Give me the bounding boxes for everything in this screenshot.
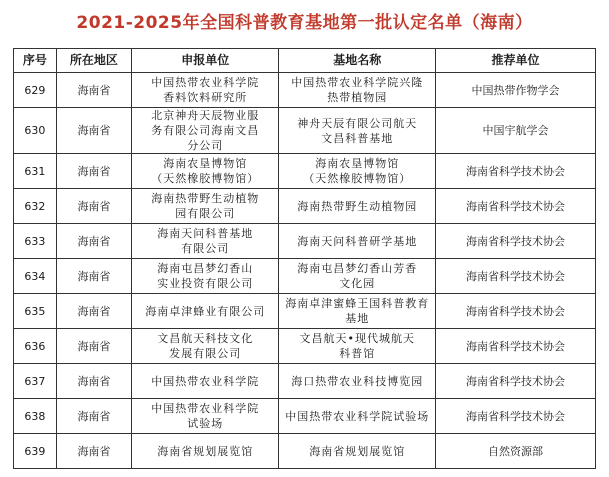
cell-no: 631 [14, 154, 57, 189]
cell-line: 海口热带农业科技博览园 [291, 374, 424, 388]
cell-region: 海南省 [56, 364, 131, 399]
cell-line: 园有限公司 [175, 207, 236, 220]
header-no: 序号 [14, 49, 57, 73]
table-row [14, 108, 596, 154]
cell-line: 海南农垦博物馆 [315, 157, 400, 170]
cell-region: 海南省 [56, 434, 131, 469]
cell-unit [132, 259, 279, 294]
cell-base [279, 294, 436, 329]
cell-line: 中国热带农业科学院试验场 [285, 409, 430, 423]
header-recommender: 推荐单位 [436, 49, 596, 73]
table-row [14, 294, 596, 329]
cell-recommender: 海南省科学技术协会 [436, 189, 596, 224]
cell-no: 630 [14, 108, 57, 154]
table-body [14, 73, 596, 469]
cell-line: 海南天问科普基地 [157, 227, 254, 240]
cell-recommender: 中国宇航学会 [436, 108, 596, 154]
cell-base [279, 108, 436, 154]
cell-unit [132, 364, 279, 399]
cell-unit [132, 108, 279, 154]
cell-line: 香料饮料研究所 [163, 91, 248, 104]
cell-region: 海南省 [56, 73, 131, 108]
cell-base [279, 434, 436, 469]
cell-line: 基地 [345, 312, 370, 325]
table-row [14, 73, 596, 108]
cell-unit [132, 329, 279, 364]
cell-no: 634 [14, 259, 57, 294]
cell-no: 633 [14, 224, 57, 259]
cell-line: 文昌航天•现代城航天 [299, 332, 415, 345]
cell-line: 文昌航天科技文化 [157, 332, 254, 345]
cell-recommender: 海南省科学技术协会 [436, 399, 596, 434]
cell-region: 海南省 [56, 329, 131, 364]
cell-recommender: 自然资源部 [436, 434, 596, 469]
cell-line: 中国热带农业科学院 [151, 402, 260, 415]
table-row [14, 154, 596, 189]
table-row [14, 189, 596, 224]
cell-recommender: 中国热带作物学会 [436, 73, 596, 108]
cell-no: 636 [14, 329, 57, 364]
cell-base [279, 154, 436, 189]
cell-recommender: 海南省科学技术协会 [436, 294, 596, 329]
cell-no: 635 [14, 294, 57, 329]
cell-recommender: 海南省科学技术协会 [436, 259, 596, 294]
cell-region: 海南省 [56, 259, 131, 294]
cell-line: 发展有限公司 [169, 347, 242, 360]
cell-region: 海南省 [56, 108, 131, 154]
cell-unit [132, 294, 279, 329]
cell-no: 637 [14, 364, 57, 399]
cell-base [279, 259, 436, 294]
cell-base [279, 189, 436, 224]
cell-line: 中国热带农业科学院 [151, 76, 260, 89]
cell-region: 海南省 [56, 154, 131, 189]
cell-base [279, 399, 436, 434]
cell-line: 海南热带野生动植物 [151, 192, 260, 205]
table-row [14, 224, 596, 259]
cell-recommender: 海南省科学技术协会 [436, 364, 596, 399]
cell-line: 务有限公司海南文昌 [151, 124, 260, 137]
cell-line: 海南省规划展览馆 [157, 444, 254, 458]
cell-no: 629 [14, 73, 57, 108]
cell-line: 海南屯昌梦幻香山芳香 [297, 262, 418, 275]
cell-unit [132, 224, 279, 259]
cell-line: 中国热带农业科学院 [151, 374, 260, 388]
cell-recommender: 海南省科学技术协会 [436, 154, 596, 189]
cell-line: （天然橡胶博物馆） [303, 172, 412, 185]
table-row [14, 259, 596, 294]
cell-line: 神舟天辰有限公司航天 [297, 116, 418, 130]
cell-unit [132, 189, 279, 224]
cell-recommender: 海南省科学技术协会 [436, 329, 596, 364]
table-header-row [14, 49, 596, 73]
header-base: 基地名称 [279, 49, 436, 73]
cell-line: 海南天问科普研学基地 [297, 234, 418, 248]
cell-line: 海南热带野生动植物园 [297, 199, 418, 213]
cell-region: 海南省 [56, 224, 131, 259]
cell-line: 中国热带农业科学院兴隆 [291, 76, 424, 89]
cell-region: 海南省 [56, 399, 131, 434]
cell-base [279, 364, 436, 399]
cell-base [279, 329, 436, 364]
cell-region: 海南省 [56, 189, 131, 224]
cell-line: 海南卓津蜂业有限公司 [145, 304, 266, 318]
cell-line: 有限公司 [181, 242, 230, 255]
page-title: 2021-2025年全国科普教育基地第一批认定名单（海南） [76, 13, 533, 33]
header-region: 所在地区 [56, 49, 131, 73]
cell-line: 海南省规划展览馆 [309, 444, 406, 458]
table-row [14, 399, 596, 434]
table-row [14, 329, 596, 364]
cell-unit [132, 434, 279, 469]
cell-no: 638 [14, 399, 57, 434]
cell-no: 632 [14, 189, 57, 224]
cell-line: 分公司 [187, 139, 224, 152]
cell-line: 试验场 [187, 417, 224, 430]
cell-unit [132, 399, 279, 434]
cell-line: 文昌科普基地 [321, 131, 394, 145]
table-row [14, 364, 596, 399]
cell-line: 热带植物园 [327, 91, 388, 104]
cell-line: 海南农垦博物馆 [163, 157, 248, 170]
cell-line: （天然橡胶博物馆） [151, 172, 260, 185]
header-unit: 申报单位 [132, 49, 279, 73]
cell-unit [132, 154, 279, 189]
cell-line: 海南屯昌梦幻香山 [157, 262, 254, 275]
certification-table [13, 48, 596, 469]
cell-line: 实业投资有限公司 [157, 277, 254, 290]
cell-region: 海南省 [56, 294, 131, 329]
cell-base [279, 73, 436, 108]
cell-line: 科普馆 [339, 347, 376, 360]
table-row [14, 434, 596, 469]
cell-no: 639 [14, 434, 57, 469]
cell-line: 海南卓津蜜蜂王国科普教育 [285, 297, 430, 310]
cell-line: 北京神舟天辰物业服 [151, 109, 260, 122]
cell-base [279, 224, 436, 259]
cell-unit [132, 73, 279, 108]
cell-line: 文化园 [339, 277, 376, 290]
cell-recommender: 海南省科学技术协会 [436, 224, 596, 259]
